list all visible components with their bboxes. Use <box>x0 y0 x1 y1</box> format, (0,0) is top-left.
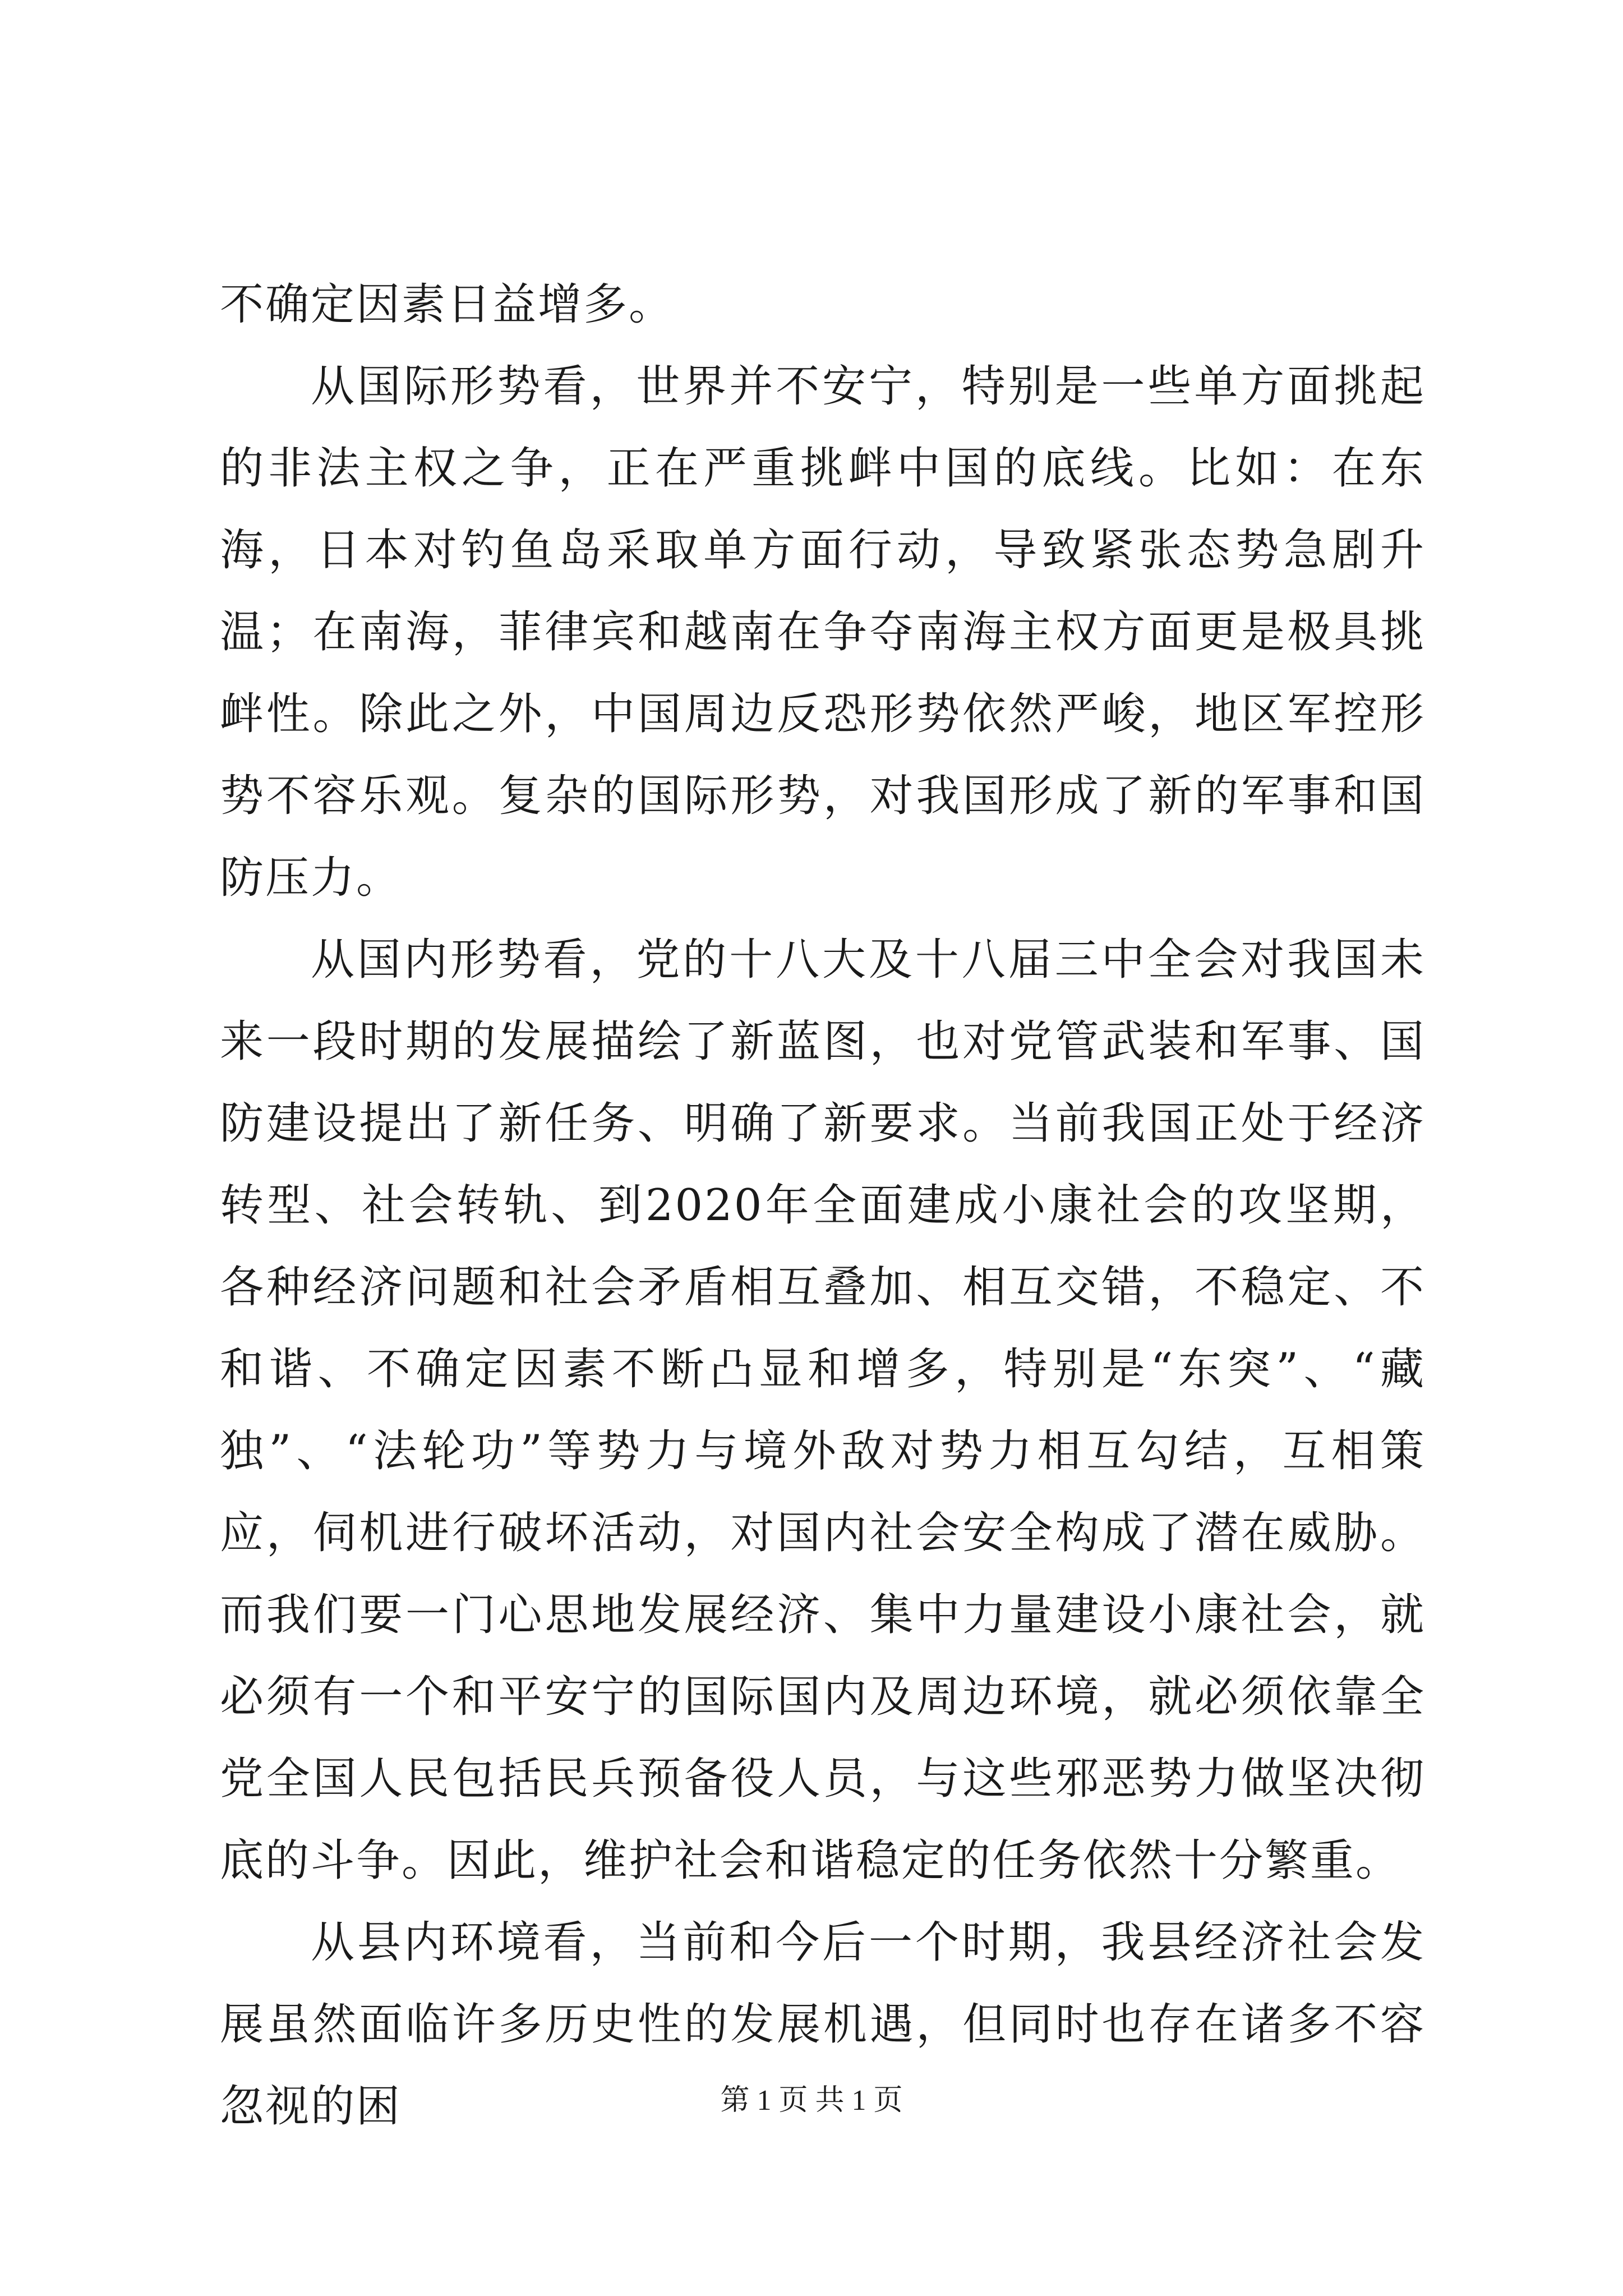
paragraph-domestic-situation: 从国内形势看，党的十八大及十八届三中全会对我国未来一段时期的发展描绘了新蓝图，也对党管武装和军事、国防建设提出了新任务、明确了新要求。当前我国正处于经济转型、社会转轨、到2020年全面建成小康社会的攻坚期，各种经济问题和社会矛盾相互叠加、相互交错，不稳定、不和谐、不确定因素不断凸显和增多，特别是“东突”、“藏独”、“法轮功”等势力与境外敌对势力相互勾结，互相策应，伺机进行破坏活动，对国内社会安全构成了潜在威胁。而我们要一门心思地发展经济、集中力量建设小康社会，就必须有一个和平安宁的国际国内及周边环境，就必须依靠全党全国人民包括民兵预备役人员，与这些邪恶势力做坚决彻底的斗争。因此，维护社会和谐稳定的任务依然十分繁重。 <box>220 935 1426 1886</box>
paragraph-continuation: 不确定因素日益增多。 <box>220 279 675 330</box>
document-body <box>220 264 1426 2147</box>
paragraph-international-situation: 从国际形势看，世界并不安宁，特别是一些单方面挑起的非法主权之争，正在严重挑衅中国的底线。比如：在东海，日本对钓鱼岛采取单方面行动，导致紧张态势急剧升温；在南海，菲律宾和越南在争夺南海主权方面更是极具挑衅性。除此之外，中国周边反恐形势依然严峻，地区军控形势不容乐观。复杂的国际形势，对我国形成了新的军事和国防压力。 <box>220 361 1426 903</box>
page-footer: 第 1 页 共 1 页 <box>720 2085 903 2116</box>
paragraph-county-environment: 从县内环境看，当前和今后一个时期，我县经济社会发展虽然面临许多历史性的发展机遇，但同时也存在诸多不容忽视的困 <box>220 1917 1426 2132</box>
